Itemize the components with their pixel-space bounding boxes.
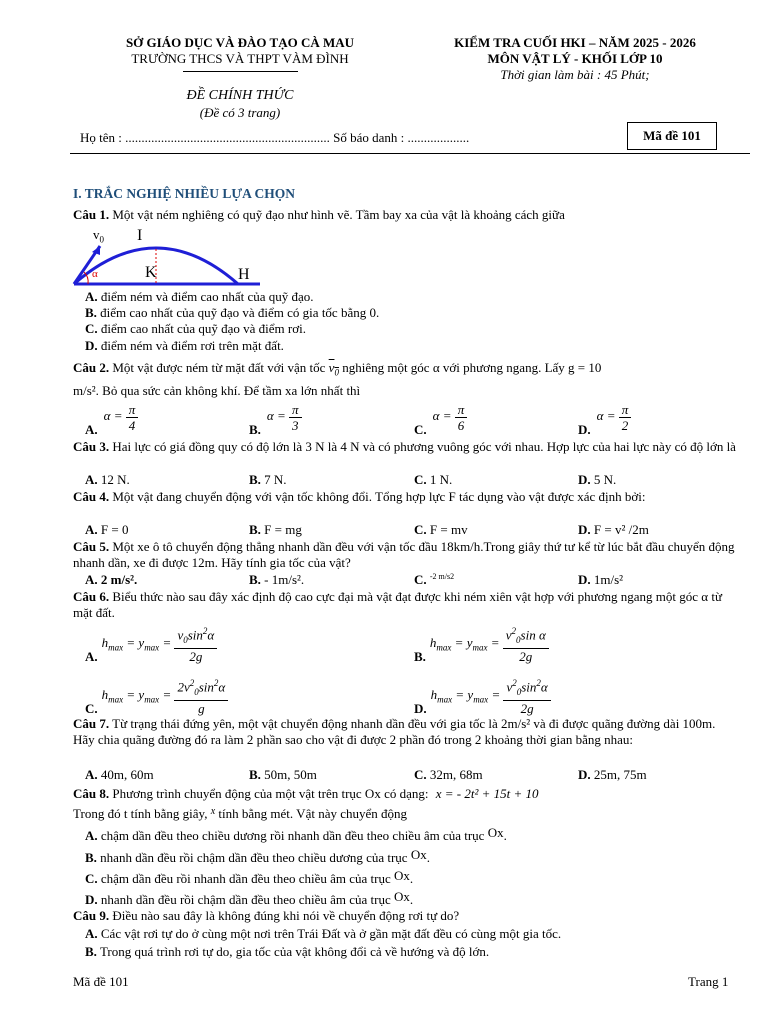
fraction: $\frac{\pi}{3}$ xyxy=(289,402,302,433)
option-letter: D. xyxy=(578,572,591,587)
point-h-label: H xyxy=(238,266,250,283)
formula: $h_{max} = y_{max}$ = xyxy=(101,634,175,653)
q2-option-c[interactable] xyxy=(414,402,467,438)
question-number: Câu 6. xyxy=(73,589,110,604)
q1-option-c[interactable] xyxy=(85,321,306,337)
fraction: $\frac{2v^2_0\sin^2\alpha}{g}$ xyxy=(174,676,228,716)
question-7 xyxy=(73,716,738,748)
page-count: (Đề có 3 trang) xyxy=(199,105,281,120)
option-letter: B. xyxy=(85,305,97,320)
q6-option-a[interactable] xyxy=(85,624,217,664)
q3-option-b[interactable] xyxy=(249,472,287,488)
alpha-eq: α = xyxy=(596,408,616,424)
point-i-label: I xyxy=(137,227,143,244)
denominator: 3 xyxy=(292,418,299,433)
option-letter: B. xyxy=(249,572,261,587)
q8-option-d[interactable]: D. nhanh dần đều rồi chậm dần đều theo chiều âm của trục Ox. xyxy=(85,889,414,907)
option-letter: C. xyxy=(414,472,427,487)
formula: $h_{max} = y_{max}$ = xyxy=(101,686,175,705)
option-letter: D. xyxy=(578,767,591,782)
option-letter: C. xyxy=(85,700,98,716)
q6-option-c[interactable] xyxy=(85,676,228,716)
question-number: Câu 5. xyxy=(73,539,110,554)
option-text: nhanh dần đều rồi chậm dần đều theo chiều dương của trục xyxy=(100,850,408,865)
question-number: Câu 2. xyxy=(73,360,110,375)
option-letter: B. xyxy=(249,522,261,537)
question-text: Một vật đang chuyển động với vận tốc không đổi. Tổng hợp lực F tác dụng vào vật được xác định bởi: xyxy=(112,489,646,504)
q8-option-b[interactable]: B. nhanh dần đều rồi chậm dần đều theo chiều dương của trục Ox. xyxy=(85,847,430,865)
alpha-eq: α = xyxy=(432,408,452,424)
question-number: Câu 9. xyxy=(73,908,110,923)
option-text: F = mv xyxy=(429,522,468,537)
option-text: điểm ném và điểm rơi trên mặt đất. xyxy=(100,338,284,353)
option-letter: B. xyxy=(85,850,97,865)
option-text: -2 m/s2 xyxy=(429,572,455,581)
option-text: 40m, 60m xyxy=(100,767,154,782)
option-text: 25m, 75m xyxy=(593,767,647,782)
alpha-eq: α = xyxy=(266,408,286,424)
question-3 xyxy=(73,439,738,455)
question-2-line2: m/s². Bỏ qua sức cản không khí. Để tầm xa lớn nhất thì xyxy=(73,383,361,398)
option-letter: C. xyxy=(85,871,98,886)
question-text: Từ trạng thái đứng yên, một vật chuyển động nhanh dần đều với gia tốc là 2m/s² và đi được quãng đường dài 100m. Hãy chia quãng đường đó ra làm 2 phần sao cho vật đi được 2 phần đó trong 2 khoảng thời gian bằng nhau: xyxy=(73,716,716,747)
q3-option-c[interactable] xyxy=(414,472,452,488)
option-text: điểm cao nhất của quỹ đạo và điểm có gia tốc bằng 0. xyxy=(100,305,380,320)
option-letter: A. xyxy=(85,422,98,438)
question-5 xyxy=(73,539,738,571)
q9-option-b[interactable] xyxy=(85,944,489,960)
q7-option-c[interactable] xyxy=(414,767,483,783)
option-letter: D. xyxy=(85,338,98,353)
option-text: 7 N. xyxy=(264,472,287,487)
q3-option-a[interactable] xyxy=(85,472,130,488)
option-letter: A. xyxy=(85,572,98,587)
q2-option-b[interactable] xyxy=(249,402,302,438)
q3-option-d[interactable] xyxy=(578,472,616,488)
option-letter: C. xyxy=(414,422,427,438)
option-letter: D. xyxy=(414,700,427,716)
option-letter: B. xyxy=(249,472,261,487)
section-title: I. TRẮC NGHIỆ NHIỀU LỰA CHỌN xyxy=(73,186,296,201)
header-left xyxy=(60,35,420,67)
q6-option-b[interactable] xyxy=(414,624,549,664)
axis-label: Ox xyxy=(410,847,427,862)
question-1 xyxy=(73,207,565,223)
alpha-label: α xyxy=(92,268,98,280)
q4-option-c[interactable] xyxy=(414,522,468,538)
question-2 xyxy=(73,360,601,378)
question-number: Câu 7. xyxy=(73,716,110,731)
question-8 xyxy=(73,786,539,802)
question-text: nghiêng một góc α với phương ngang. Lấy g = 10 xyxy=(342,360,602,375)
option-letter: B. xyxy=(249,422,261,438)
option-letter: D. xyxy=(578,522,591,537)
option-letter: D. xyxy=(85,892,98,907)
q5-option-d[interactable] xyxy=(578,572,623,588)
option-letter: A. xyxy=(85,648,98,664)
question-number: Câu 4. xyxy=(73,489,110,504)
question-text: Biểu thức nào sau đây xác định độ cao cực đại mà vật đạt được khi ném xiên vật hợp với phương ngang một góc α từ mặt đất. xyxy=(73,589,722,620)
subject-title: MÔN VẬT LÝ - KHỐI LỚP 10 xyxy=(487,51,663,66)
q5-option-c[interactable] xyxy=(414,572,454,588)
option-text: 2 m/s². xyxy=(100,572,138,587)
option-letter: B. xyxy=(85,944,97,959)
name-id-line: Họ tên : ............................................................... Số báo danh : ................... xyxy=(80,130,470,145)
option-letter: C. xyxy=(414,522,427,537)
q8-option-a[interactable]: A. chậm dần đều theo chiều dương rồi nhanh dần đều theo chiều âm của trục Ox. xyxy=(85,825,507,843)
q1-option-a[interactable] xyxy=(85,289,314,305)
q8-option-c[interactable]: C. chậm dần đều rồi nhanh dần đều theo chiều âm của trục Ox. xyxy=(85,868,414,886)
option-text: 5 N. xyxy=(593,472,617,487)
q5-option-b[interactable] xyxy=(249,572,304,588)
option-letter: A. xyxy=(85,522,98,537)
exam-title: KIỂM TRA CUỐI HKI – NĂM 2025 - 2026 xyxy=(454,35,696,50)
motion-equation: x = - 2t² + 15t + 10 xyxy=(435,786,539,801)
question-number: Câu 8. xyxy=(73,786,110,801)
header-rule xyxy=(70,153,750,154)
x-variable: x xyxy=(210,806,216,817)
fraction: $\frac{\pi}{6}$ xyxy=(455,402,468,433)
department-name: SỞ GIÁO DỤC VÀ ĐÀO TẠO CÀ MAU xyxy=(125,35,355,50)
fraction: $\frac{\pi}{4}$ xyxy=(126,402,139,433)
exam-code-box: Mã đề 101 xyxy=(627,122,717,150)
denominator: 6 xyxy=(457,418,465,433)
time-limit: Thời gian làm bài : 45 Phút; xyxy=(500,67,650,82)
question-text: Hai lực có giá đồng quy có độ lớn là 3 N là 4 N và có phương vuông góc với nhau. Hợp lực của hai lực này có độ lớn là xyxy=(112,439,736,454)
footer-page-number: Trang 1 xyxy=(688,974,729,989)
v0-sub: 0 xyxy=(99,234,104,245)
option-letter: C. xyxy=(414,572,427,587)
option-letter: A. xyxy=(85,926,98,941)
q9-option-a[interactable] xyxy=(85,926,561,942)
option-text: điểm ném và điểm cao nhất của quỹ đạo. xyxy=(100,289,314,304)
option-letter: C. xyxy=(85,321,98,336)
question-text: Một vật ném nghiêng có quỹ đạo như hình vẽ. Tầm bay xa của vật là khoảng cách giữa xyxy=(112,207,565,222)
option-letter: D. xyxy=(578,422,591,438)
axis-label: Ox xyxy=(394,868,410,883)
question-4 xyxy=(73,489,738,505)
question-6 xyxy=(73,589,738,621)
q4-option-d[interactable] xyxy=(578,522,649,538)
option-letter: B. xyxy=(414,648,426,664)
q6-option-d[interactable] xyxy=(414,676,551,716)
official-label: ĐỀ CHÍNH THỨC xyxy=(186,88,294,103)
option-text: F = v² /2m xyxy=(593,522,649,537)
q1-option-d[interactable] xyxy=(85,338,284,354)
fraction: $\frac{v_0\sin^2\alpha}{2g}$ xyxy=(174,624,217,664)
denominator: 2 xyxy=(621,418,629,433)
school-underline xyxy=(183,71,298,72)
q7-option-d[interactable] xyxy=(578,767,647,783)
option-text: F = mg xyxy=(264,522,302,537)
v0-label xyxy=(93,227,104,245)
q7-option-a[interactable] xyxy=(85,767,154,783)
question-8-line2 xyxy=(73,806,407,822)
v0-letter: v xyxy=(93,227,100,242)
option-text: 12 N. xyxy=(100,472,130,487)
option-letter: A. xyxy=(85,828,98,843)
fraction: $\frac{v^2_0\sin^2\alpha}{2g}$ xyxy=(503,676,550,716)
option-text: chậm dần đều rồi nhanh dần đều theo chiều âm của trục xyxy=(100,871,391,886)
header-right xyxy=(410,35,740,83)
formula: $h_{max} = y_{max}$ = xyxy=(429,634,503,653)
v0-symbol: $v_0$ xyxy=(328,360,339,378)
question-text: Trong đó t tính bằng giây, xyxy=(73,806,208,821)
fraction: $\frac{v^2_0\sin \alpha}{2g}$ xyxy=(503,624,549,664)
q5-option-a[interactable] xyxy=(85,572,137,588)
q4-option-b[interactable] xyxy=(249,522,302,538)
option-text: - 1m/s². xyxy=(264,572,305,587)
option-text: chậm dần đều theo chiều dương rồi nhanh dần đều theo chiều âm của trục xyxy=(100,828,485,843)
question-text: Một xe ô tô chuyển động thẳng nhanh dần đều với vận tốc đầu 18km/h.Trong giây thứ tư kể từ lúc bắt đầu chuyển động nhanh dần, xe đi được 12m. Hãy tính gia tốc của vật? xyxy=(73,539,735,570)
question-number: Câu 3. xyxy=(73,439,110,454)
option-text: nhanh dần đều rồi chậm dần đều theo chiều âm của trục xyxy=(100,892,391,907)
axis-label: Ox xyxy=(487,825,504,840)
school-name: TRƯỜNG THCS VÀ THPT VÀM ĐÌNH xyxy=(131,51,349,66)
option-text: 32m, 68m xyxy=(429,767,483,782)
question-9 xyxy=(73,908,459,924)
option-letter: A. xyxy=(85,472,98,487)
formula: $h_{max} = y_{max}$ = xyxy=(430,686,504,705)
q7-option-b[interactable] xyxy=(249,767,317,783)
option-letter: C. xyxy=(414,767,427,782)
q2-option-a[interactable] xyxy=(85,402,138,438)
axis-label: Ox xyxy=(394,889,410,904)
option-letter: A. xyxy=(85,767,98,782)
denominator: 4 xyxy=(128,418,136,433)
option-text: Các vật rơi tự do ở cùng một nơi trên Trái Đất và ở gần mặt đất đều có cùng một gia tốc. xyxy=(100,926,562,941)
point-k-label: K xyxy=(145,264,157,281)
question-text: Điều nào sau đây là không đúng khi nói về chuyển động rơi tự do? xyxy=(112,908,460,923)
option-text: Trong quá trình rơi tự do, gia tốc của vật không đổi cả về hướng và độ lớn. xyxy=(99,944,490,959)
option-text: F = 0 xyxy=(100,522,129,537)
question-text: Phương trình chuyển động của một vật trên trục Ox có dạng: xyxy=(112,786,429,801)
option-letter: D. xyxy=(578,472,591,487)
option-text: 1m/s² xyxy=(593,572,624,587)
q1-option-b[interactable] xyxy=(85,305,379,321)
alpha-eq: α = xyxy=(103,408,123,424)
question-text: Một vật được ném từ mặt đất với vận tốc xyxy=(112,360,326,375)
footer-exam-code: Mã đề 101 xyxy=(73,974,129,989)
question-text: tính bằng mét. Vật này chuyển động xyxy=(218,806,408,821)
q2-option-d[interactable] xyxy=(578,402,631,438)
option-letter: B. xyxy=(249,767,261,782)
option-letter: A. xyxy=(85,289,98,304)
fraction: $\frac{\pi}{2}$ xyxy=(619,402,632,433)
option-text: 1 N. xyxy=(429,472,453,487)
option-text: 50m, 50m xyxy=(264,767,317,782)
option-text: điểm cao nhất của quỹ đạo và điểm rơi. xyxy=(100,321,306,336)
q4-option-a[interactable] xyxy=(85,522,128,538)
question-number: Câu 1. xyxy=(73,207,110,222)
